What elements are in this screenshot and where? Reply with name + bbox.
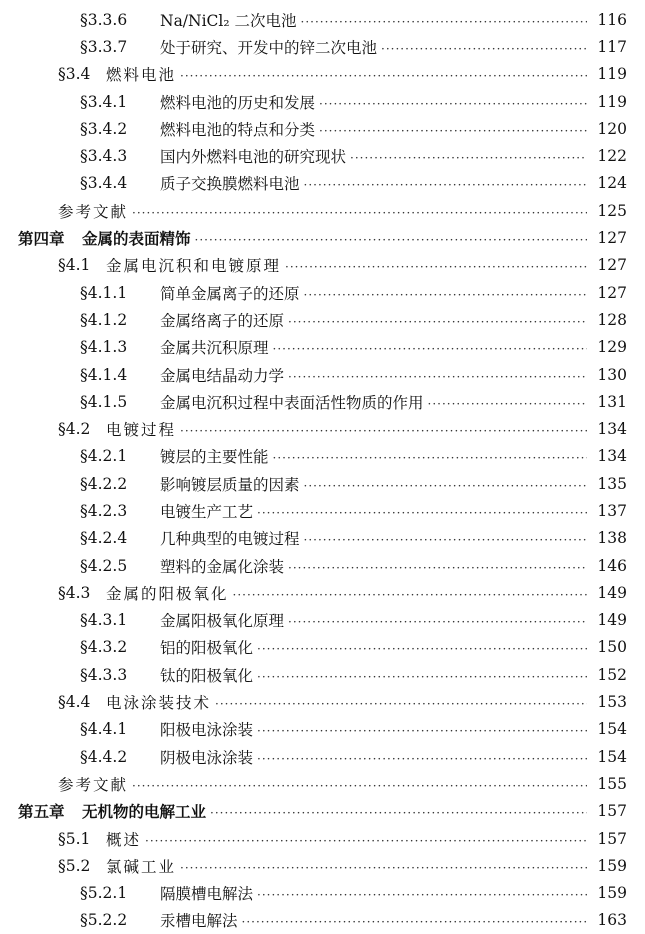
section-number: §4.3.2 [80,638,128,657]
dot-leader [257,888,587,902]
toc-entry [0,279,645,306]
toc-entry [0,525,645,552]
toc-entry [0,907,645,934]
chapter-title: 无机物的电解工业 [82,802,207,822]
section-title: 参考文献 [58,775,129,794]
dot-leader [304,288,587,302]
toc-entry-chapter [0,224,645,251]
dot-leader [350,151,587,165]
page-number: 130 [597,365,627,384]
dot-leader [257,724,587,738]
dot-leader [180,69,587,83]
section-number: §3.4.1 [80,92,128,111]
page-number: 157 [597,802,627,821]
dot-leader [180,424,587,438]
toc-entry [0,61,645,88]
toc-entry [0,415,645,442]
toc-entry-references [0,770,645,797]
section-title: 汞槽电解法 [160,912,238,931]
dot-leader [273,342,587,356]
page-number: 117 [597,37,627,56]
toc-entry [0,334,645,361]
toc-entry [0,852,645,879]
toc-entry [0,306,645,333]
toc-entry [0,880,645,907]
section-number: §5.2 [58,856,91,875]
page-number: 137 [597,501,627,520]
section-number: §4.3.1 [80,611,128,630]
dot-leader [428,397,587,411]
toc-entry-references [0,197,645,224]
section-title: 阳极电泳涂装 [160,721,254,740]
chapter-number: 第五章 [18,802,65,822]
page-number: 153 [597,693,627,712]
dot-leader [319,124,587,138]
dot-leader [180,861,587,875]
section-number: §3.4.3 [80,147,128,166]
toc-entry [0,743,645,770]
section-title: 电泳涂装技术 [106,694,212,713]
dot-leader [381,42,587,56]
dot-leader [132,206,587,220]
section-title: 处于研究、开发中的锌二次电池 [160,38,378,57]
section-number: §3.4.2 [80,119,128,138]
section-number: §4.1.2 [80,310,128,329]
section-number: §3.4 [58,65,91,84]
section-number: §4.2.4 [80,529,128,548]
page-number: 116 [597,10,627,29]
section-title: 国内外燃料电池的研究现状 [160,148,347,167]
section-title: 金属的阳极氧化 [106,584,229,603]
dot-leader [288,315,587,329]
toc-entry-chapter [0,798,645,825]
section-number: §4.4 [58,693,91,712]
section-number: §4.2.2 [80,474,128,493]
section-number: §4.4.1 [80,720,128,739]
page-number: 131 [597,392,627,411]
page-number: 124 [597,174,627,193]
toc-entry [0,607,645,634]
section-title: 燃料电池的特点和分类 [160,120,316,139]
section-title: 质子交换膜燃料电池 [160,175,300,194]
dot-leader [233,588,587,602]
section-number: §4.3 [58,583,91,602]
dot-leader [304,533,587,547]
dot-leader [288,615,587,629]
dot-leader [304,178,587,192]
dot-leader [257,642,587,656]
page-number: 150 [597,638,627,657]
section-number: §4.1.3 [80,338,128,357]
dot-leader [319,97,587,111]
section-title: 阴极电泳涂装 [160,748,254,767]
section-title: 燃料电池的历史和发展 [160,93,316,112]
section-title: 金属电结晶动力学 [160,366,285,385]
toc-entry [0,443,645,470]
page-number: 127 [597,283,627,302]
section-number: §4.2.5 [80,556,128,575]
section-title: 燃料电池 [106,66,177,85]
toc-entry [0,825,645,852]
section-title: 金属阳极氧化原理 [160,612,285,631]
toc-entry [0,33,645,60]
section-title: 参考文献 [58,202,129,221]
toc-entry [0,552,645,579]
section-title: 概述 [106,830,142,849]
dot-leader [210,806,587,820]
section-title: 氯碱工业 [106,857,177,876]
toc-entry [0,142,645,169]
section-title: 钛的阳极氧化 [160,666,254,685]
section-title: 铝的阳极氧化 [160,639,254,658]
page-number: 149 [597,611,627,630]
page-number: 146 [597,556,627,575]
section-number: §3.4.4 [80,174,128,193]
toc-entry [0,497,645,524]
dot-leader [257,670,587,684]
page-number: 135 [597,474,627,493]
dot-leader [195,233,587,247]
toc-entry [0,688,645,715]
page-number: 119 [597,92,627,111]
table-of-contents [0,6,645,934]
dot-leader [288,370,587,384]
section-number: §3.3.7 [80,37,128,56]
page-number: 159 [597,884,627,903]
page-number: 122 [597,147,627,166]
section-number: §4.1.1 [80,283,128,302]
page-number: 127 [597,229,627,248]
section-number: §5.1 [58,829,91,848]
toc-entry [0,661,645,688]
section-title: 隔膜槽电解法 [160,885,254,904]
section-number: §3.3.6 [80,10,128,29]
section-number: §5.2.1 [80,884,128,903]
dot-leader [132,779,587,793]
page-number: 134 [597,447,627,466]
dot-leader [304,479,587,493]
section-title: 金属电沉积过程中表面活性物质的作用 [160,393,424,412]
dot-leader [242,915,587,929]
section-title: 金属共沉积原理 [160,339,269,358]
section-title: 塑料的金属化涂装 [160,557,285,576]
dot-leader [257,752,587,766]
page-number: 128 [597,310,627,329]
section-title: Na/NiCl₂ 二次电池 [160,11,297,30]
toc-entry [0,88,645,115]
page-number: 127 [597,256,627,275]
dot-leader [273,451,587,465]
section-number: §4.2 [58,420,91,439]
section-title: 电镀生产工艺 [160,502,254,521]
toc-entry [0,579,645,606]
section-number: §4.1.4 [80,365,128,384]
section-number: §4.2.1 [80,447,128,466]
dot-leader [285,260,587,274]
section-title: 镀层的主要性能 [160,448,269,467]
page-number: 149 [597,583,627,602]
page-number: 159 [597,856,627,875]
page-number: 138 [597,529,627,548]
page-number: 125 [597,201,627,220]
dot-leader [145,834,587,848]
toc-entry [0,634,645,661]
page-number: 129 [597,338,627,357]
section-title: 几种典型的电镀过程 [160,530,300,549]
page-number: 120 [597,119,627,138]
section-title: 影响镀层质量的因素 [160,475,300,494]
section-number: §4.2.3 [80,501,128,520]
chapter-number: 第四章 [18,229,65,249]
page-number: 154 [597,747,627,766]
section-title: 简单金属离子的还原 [160,284,300,303]
section-number: §4.3.3 [80,665,128,684]
section-number: §4.1 [58,256,91,275]
section-number: §5.2.2 [80,911,128,930]
dot-leader [257,506,587,520]
page-number: 154 [597,720,627,739]
page-number: 119 [597,65,627,84]
section-number: §4.4.2 [80,747,128,766]
toc-entry [0,361,645,388]
page-number: 155 [597,774,627,793]
section-number: §4.1.5 [80,392,128,411]
page-number: 152 [597,665,627,684]
page-number: 157 [597,829,627,848]
dot-leader [215,697,587,711]
toc-entry [0,470,645,497]
dot-leader [301,15,587,29]
toc-entry [0,170,645,197]
toc-entry [0,716,645,743]
toc-entry [0,6,645,33]
section-title: 金属络离子的还原 [160,311,285,330]
toc-entry [0,115,645,142]
page-number: 163 [597,911,627,930]
page-number: 134 [597,420,627,439]
chapter-title: 金属的表面精饰 [82,229,191,249]
toc-entry [0,252,645,279]
section-title: 电镀过程 [106,421,177,440]
dot-leader [288,561,587,575]
toc-entry [0,388,645,415]
section-title: 金属电沉积和电镀原理 [106,257,282,276]
